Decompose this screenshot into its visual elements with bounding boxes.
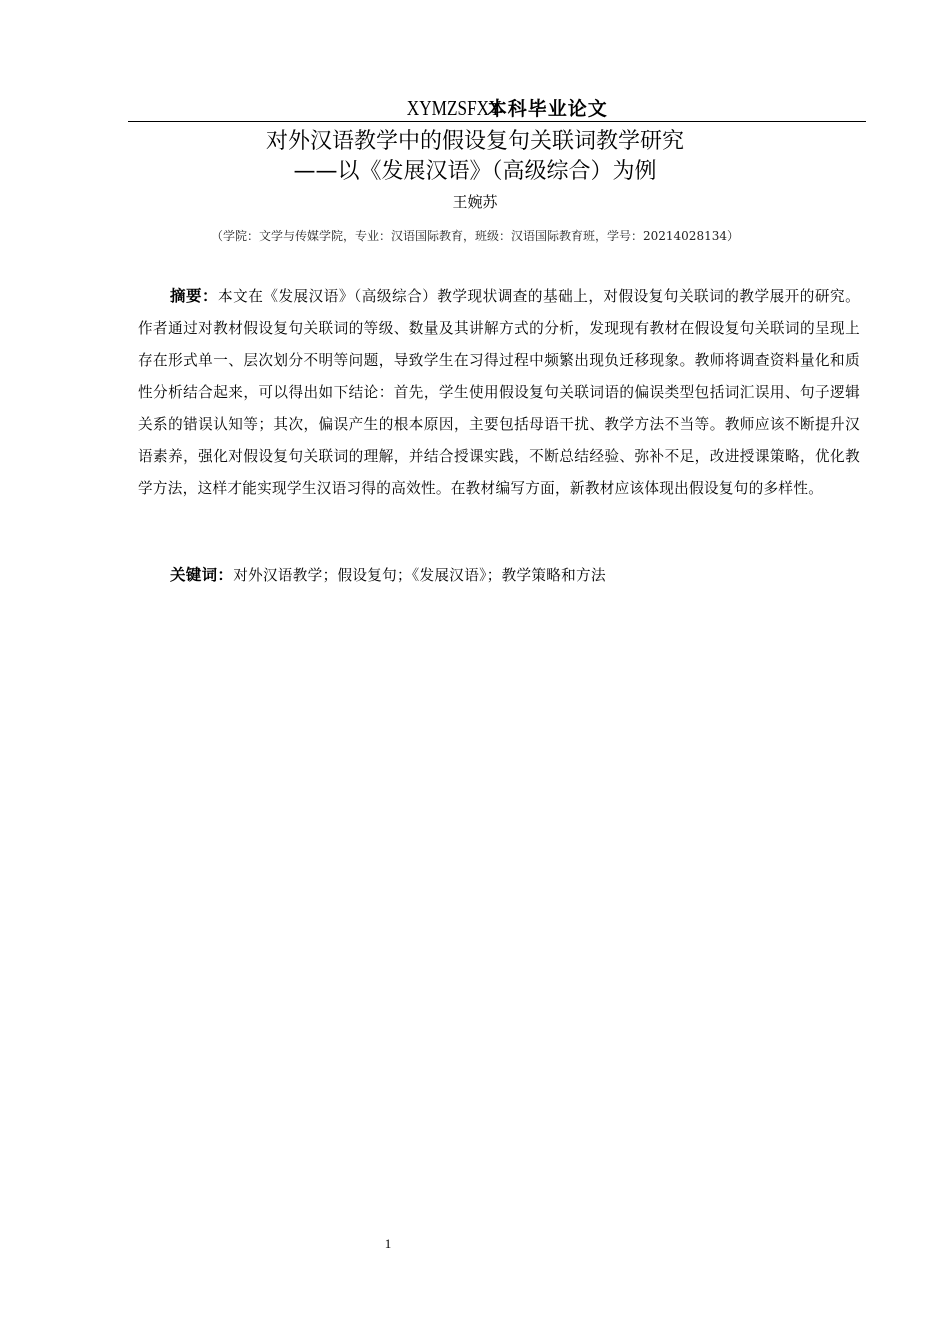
running-header xyxy=(128,94,866,122)
header-label: 本科毕业论文 xyxy=(487,98,608,120)
keywords-text: 对外汉语教学；假设复句；《发展汉语》；教学策略和方法 xyxy=(233,567,606,584)
abstract-text: 本文在《发展汉语》（高级综合）教学现状调查的基础上，对假设复句关联词的教学展开的研究。作者通过对教材假设复句关联词的等级、数量及其讲解方式的分析，发现现有教材在假设复句关联词的呈现上存在形式单一、层次划分不明等问题，导致学生在习得过程中频繁出现负迁移现象。教师将调查资料量化和质性分析结合起来，可以得出如下结论：首先，学生使用假设复句关联词语的偏误类型包括词汇误用、句子逻辑关系的错误认知等；其次，偏误产生的根本原因，主要包括母语干扰、教学方法不当等。教师应该不断提升汉语素养，强化对假设复句关联词的理解，并结合授课实践，不断总结经验、弥补不足，改进授课策略，优化教学方法，这样才能实现学生汉语习得的高效性。在教材编写方面，新教材应该体现出假设复句的多样性。 xyxy=(138,288,860,497)
page-number: 1 xyxy=(384,1236,392,1251)
thesis-subtitle: ——以《发展汉语》（高级综合）为例 xyxy=(293,159,657,184)
keywords-label: 关键词： xyxy=(170,566,234,584)
author-name: 王婉苏 xyxy=(452,193,498,211)
header-code: XYMZSFXY xyxy=(407,96,502,120)
author-affiliation: （学院：文学与传媒学院，专业：汉语国际教育，班级：汉语国际教育班，学号：20214028134） xyxy=(211,229,739,243)
thesis-title: 对外汉语教学中的假设复句关联词教学研究 xyxy=(265,129,684,154)
abstract-label: 摘要： xyxy=(170,287,219,305)
keywords-paragraph xyxy=(138,560,860,591)
abstract-paragraph xyxy=(138,280,860,505)
